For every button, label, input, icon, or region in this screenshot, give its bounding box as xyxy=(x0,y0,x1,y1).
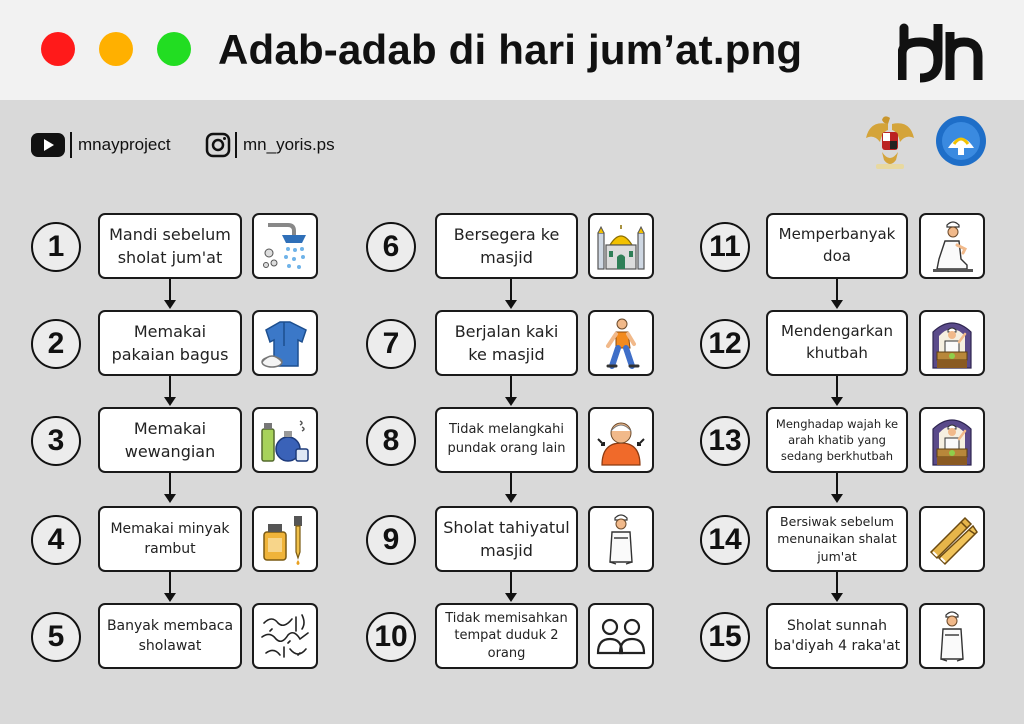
step-2-icon-box xyxy=(252,310,318,376)
step-9-icon-box xyxy=(588,506,654,572)
step-7-label: Berjalan kaki ke masjid xyxy=(435,310,578,376)
two-people-icon xyxy=(594,609,648,663)
step-6-number: 6 xyxy=(366,222,416,272)
step-6-label: Bersegera ke masjid xyxy=(435,213,578,279)
youtube-icon xyxy=(30,132,66,158)
mosque-icon xyxy=(594,219,648,273)
praying-man-icon xyxy=(594,512,648,566)
step-12-label: Mendengarkan khutbah xyxy=(766,310,908,376)
walking-icon xyxy=(594,316,648,370)
step-4-label: Memakai minyak rambut xyxy=(98,506,242,572)
siwak-icon xyxy=(925,512,979,566)
step-7-number: 7 xyxy=(366,319,416,369)
brand-logo-icon xyxy=(898,20,984,84)
step-8-icon-box xyxy=(588,407,654,473)
step-14-label: Bersiwak sebelum menunaikan shalat jum'at xyxy=(766,506,908,572)
close-dot[interactable] xyxy=(41,32,75,66)
kneeling-prayer-icon xyxy=(925,219,979,273)
step-4-icon-box xyxy=(252,506,318,572)
khatib-icon xyxy=(925,413,979,467)
step-12-number: 12 xyxy=(700,319,750,369)
step-5-label: Banyak membaca sholawat xyxy=(98,603,242,669)
step-2-label: Memakai pakaian bagus xyxy=(98,310,242,376)
step-11-number: 11 xyxy=(700,222,750,272)
step-3-number: 3 xyxy=(31,416,81,466)
step-1-icon-box xyxy=(252,213,318,279)
step-8-number: 8 xyxy=(366,416,416,466)
step-15-label: Sholat sunnah ba'diyah 4 raka'at xyxy=(766,603,908,669)
hair-oil-icon xyxy=(258,512,312,566)
step-3-label: Memakai wewangian xyxy=(98,407,242,473)
step-4-number: 4 xyxy=(31,515,81,565)
youtube-handle-text: mnayproject xyxy=(78,135,171,154)
step-10-label: Tidak memisahkan tempat duduk 2 orang xyxy=(435,603,578,669)
garuda-emblem-icon xyxy=(862,112,918,172)
khatib-icon xyxy=(925,316,979,370)
step-10-number: 10 xyxy=(366,612,416,662)
maximize-dot[interactable] xyxy=(157,32,191,66)
step-8-label: Tidak melangkahi pundak orang lain xyxy=(435,407,578,473)
step-5-number: 5 xyxy=(31,612,81,662)
shower-icon xyxy=(258,219,312,273)
instagram-icon xyxy=(205,132,231,158)
step-7-icon-box xyxy=(588,310,654,376)
step-15-number: 15 xyxy=(700,612,750,662)
step-13-number: 13 xyxy=(700,416,750,466)
perfume-icon xyxy=(258,413,312,467)
page-title: Adab-adab di hari jum’at.png xyxy=(218,26,803,73)
step-13-icon-box xyxy=(919,407,985,473)
step-10-icon-box xyxy=(588,603,654,669)
step-14-icon-box xyxy=(919,506,985,572)
instagram-handle[interactable] xyxy=(205,130,335,160)
step-15-icon-box xyxy=(919,603,985,669)
minimize-dot[interactable] xyxy=(99,32,133,66)
step-13-label: Menghadap wajah ke arah khatib yang sedang berkhutbah xyxy=(766,407,908,473)
step-2-number: 2 xyxy=(31,319,81,369)
step-11-icon-box xyxy=(919,213,985,279)
step-5-icon-box xyxy=(252,603,318,669)
tut-wuri-emblem-icon xyxy=(934,114,988,168)
step-1-number: 1 xyxy=(31,222,81,272)
step-3-icon-box xyxy=(252,407,318,473)
step-12-icon-box xyxy=(919,310,985,376)
step-1-label: Mandi sebelum sholat jum'at xyxy=(98,213,242,279)
step-11-label: Memperbanyak doa xyxy=(766,213,908,279)
step-9-number: 9 xyxy=(366,515,416,565)
youtube-handle[interactable] xyxy=(30,130,171,160)
step-6-icon-box xyxy=(588,213,654,279)
calligraphy-icon xyxy=(258,609,312,663)
title-bar xyxy=(0,0,1024,100)
step-14-number: 14 xyxy=(700,515,750,565)
praying-man-icon xyxy=(925,609,979,663)
instagram-handle-text: mn_yoris.ps xyxy=(243,135,335,154)
shirt-icon xyxy=(258,316,312,370)
shoulder-icon xyxy=(594,413,648,467)
step-9-label: Sholat tahiyatul masjid xyxy=(435,506,578,572)
